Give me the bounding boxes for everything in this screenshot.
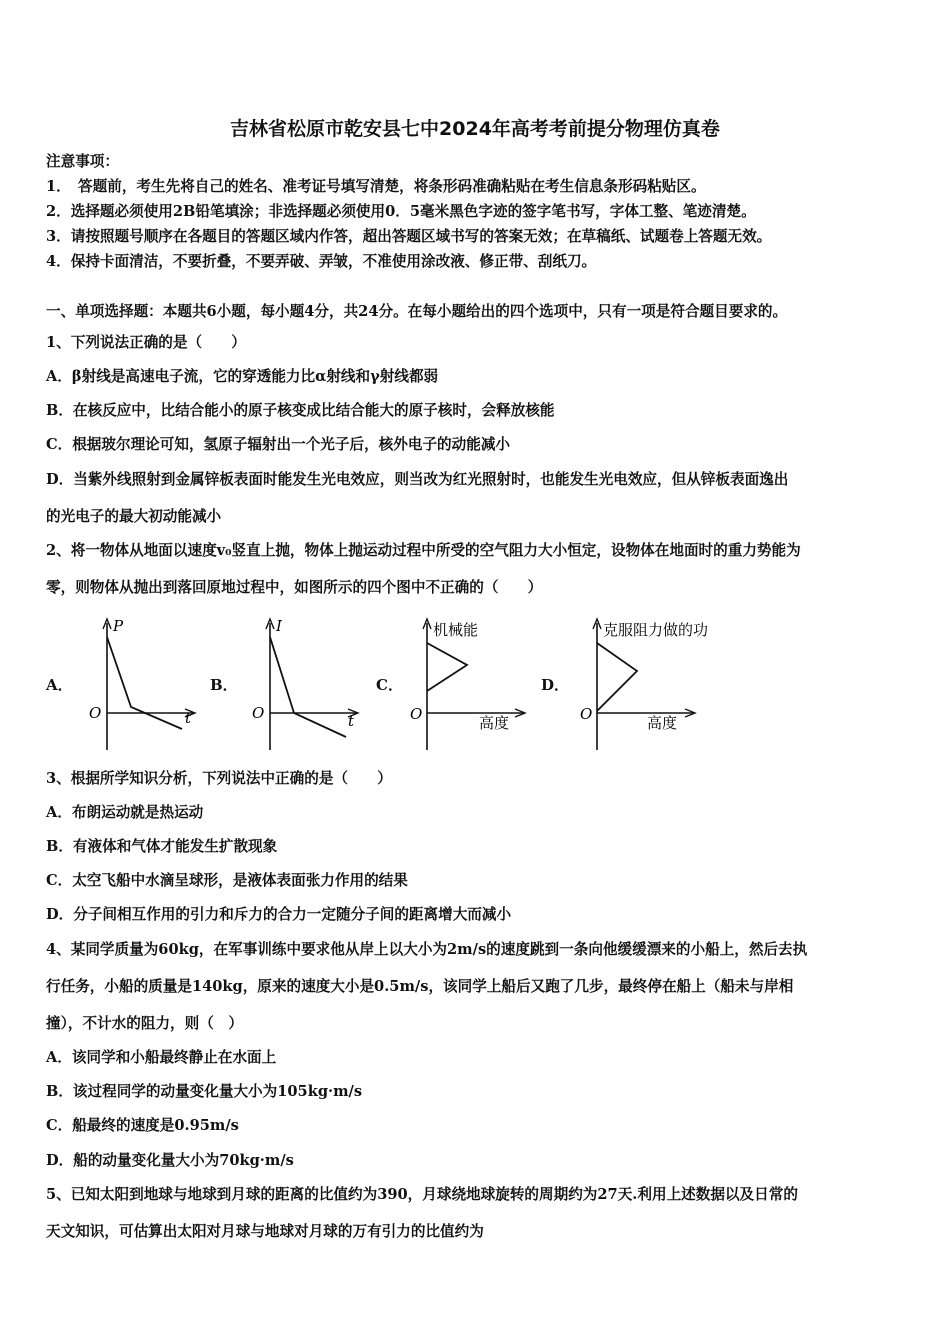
- q4-option-b: B．该过程同学的动量变化量大小为105kg·m/s: [46, 1083, 363, 1100]
- fig-a-curve: [107, 637, 182, 729]
- fig-d-label: D．: [541, 676, 570, 694]
- q4-option-c: C．船最终的速度是0.95m/s: [46, 1117, 239, 1134]
- fig-b-graph: [248, 615, 363, 755]
- fig-d-curve: [597, 643, 637, 711]
- fig-b-label: B．: [210, 676, 238, 694]
- fig-b-x-label: t: [348, 712, 355, 730]
- fig-a-x-label: t: [185, 709, 192, 727]
- fig-c-origin: O: [410, 705, 423, 723]
- q1-option-a: A．β射线是高速电子流，它的穿透能力比α射线和γ射线都弱: [46, 368, 439, 385]
- fig-a-graph: [85, 615, 200, 755]
- notice-item-1: 1． 答题前，考生先将自己的姓名、准考证号填写清楚，将条形码准确粘贴在考生信息条形码粘贴区。: [46, 178, 706, 195]
- notice-item-4: 4．保持卡面清洁，不要折叠，不要弄破、弄皱，不准使用涂改液、修正带、刮纸刀。: [46, 253, 597, 270]
- section-heading: 一、单项选择题：本题共6小题，每小题4分，共24分。在每小题给出的四个选项中，只有一项是符合题目要求的。: [46, 303, 788, 320]
- q4-stem-2: 行任务，小船的质量是140kg，原来的速度大小是0.5m/s，该同学上船后又跑了几步，最终停在船上（船未与岸相: [46, 978, 794, 995]
- q3-option-b: B．有液体和气体才能发生扩散现象: [46, 838, 278, 855]
- fig-d-x-label: 高度: [647, 714, 678, 732]
- q1-option-d-cont: 的光电子的最大初动能减小: [46, 508, 222, 525]
- q2-stem-1: 2、将一物体从地面以速度v₀竖直上抛，物体上抛运动过程中所受的空气阻力大小恒定，设物体在地面时的重力势能为: [46, 542, 801, 559]
- fig-a-label: A．: [46, 676, 73, 694]
- fig-b-origin: O: [252, 704, 265, 722]
- fig-b-curve: [270, 637, 346, 737]
- notice-item-2: 2．选择题必须使用2B铅笔填涂；非选择题必须使用0．5毫米黑色字迹的签字笔书写，字体工整、笔迹清楚。: [46, 203, 756, 220]
- fig-a-origin: O: [89, 704, 102, 722]
- q3-option-d: D．分子间相互作用的引力和斥力的合力一定随分子间的距离增大而减小: [46, 906, 512, 923]
- q1-stem: 1、下列说法正确的是（ ）: [46, 334, 246, 351]
- fig-c-curve: [427, 643, 467, 691]
- q5-stem-2: 天文知识，可估算出太阳对月球与地球对月球的万有引力的比值约为: [46, 1223, 484, 1240]
- q4-option-a: A．该同学和小船最终静止在水面上: [46, 1049, 277, 1066]
- fig-c-label: C．: [376, 676, 403, 694]
- fig-d-y-label: 克服阻力做的功: [603, 621, 709, 639]
- q3-stem: 3、根据所学知识分析，下列说法中正确的是（ ）: [46, 770, 392, 787]
- fig-a-y-label: P: [113, 617, 124, 635]
- fig-c-x-label: 高度: [479, 714, 510, 732]
- q5-stem-1: 5、已知太阳到地球与地球到月球的距离的比值约为390，月球绕地球旋转的周期约为27天.利用上述数据以及日常的: [46, 1186, 798, 1203]
- fig-b-y-label: I: [276, 617, 282, 635]
- notice-heading: 注意事项：: [46, 153, 119, 170]
- q4-stem-1: 4、某同学质量为60kg，在军事训练中要求他从岸上以大小为2m/s的速度跳到一条向他缓缓漂来的小船上，然后去执: [46, 941, 808, 958]
- page-title: 吉林省松原市乾安县七中2024年高考考前提分物理仿真卷: [230, 118, 720, 140]
- fig-c-graph: [405, 615, 535, 755]
- fig-c-y-label: 机械能: [433, 621, 479, 639]
- q1-option-c: C．根据玻尔理论可知，氢原子辐射出一个光子后，核外电子的动能减小: [46, 436, 511, 453]
- q3-option-c: C．太空飞船中水滴呈球形，是液体表面张力作用的结果: [46, 872, 408, 889]
- fig-d-graph: [575, 615, 745, 755]
- q1-option-d: D．当紫外线照射到金属锌板表面时能发生光电效应，则当改为红光照射时，也能发生光电效应，但从锌板表面逸出: [46, 471, 789, 488]
- q4-stem-3: 撞），不计水的阻力，则（ ）: [46, 1015, 244, 1032]
- q3-option-a: A．布朗运动就是热运动: [46, 804, 204, 821]
- q1-option-b: B．在核反应中，比结合能小的原子核变成比结合能大的原子核时，会释放核能: [46, 402, 555, 419]
- q4-option-d: D．船的动量变化量大小为70kg·m/s: [46, 1152, 294, 1169]
- fig-d-origin: O: [580, 705, 593, 723]
- notice-item-3: 3．请按照题号顺序在各题目的答题区域内作答，超出答题区域书写的答案无效；在草稿纸、试题卷上答题无效。: [46, 228, 772, 245]
- q2-stem-2: 零，则物体从抛出到落回原地过程中，如图所示的四个图中不正确的（ ）: [46, 579, 543, 596]
